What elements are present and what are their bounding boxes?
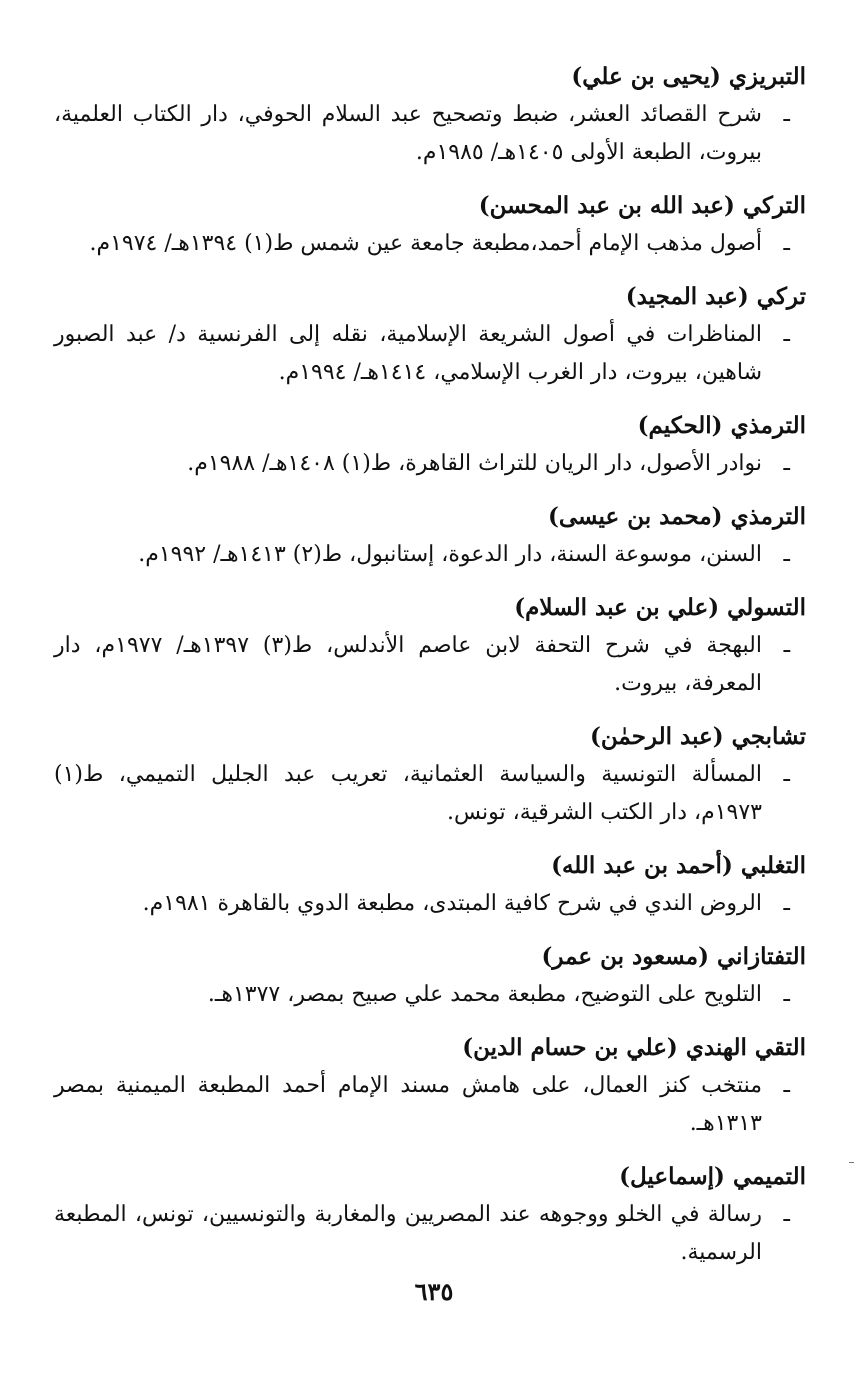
margin-mark [849,1162,854,1163]
list-dash: ـ [783,231,790,256]
work-text: نوادر الأصول، دار الريان للتراث القاهرة، ط(١) ١٤٠٨هـ/ ١٩٨٨م. [187,451,762,476]
bibliography-entry [54,498,806,574]
work-citation [54,96,806,172]
work-text: البهجة في شرح التحفة لابن عاصم الأندلس، ط(٣) ١٣٩٧هـ/ ١٩٧٧م، دار المعرفة، بيروت. [54,633,763,696]
work-citation [54,976,806,1014]
work-text: رسالة في الخلو ووجوهه عند المصريين والمغاربة والتونسيين، تونس، المطبعة الرسمية. [54,1202,762,1265]
work-text: الروض الندي في شرح كافية المبتدى، مطبعة الدوي بالقاهرة ١٩٨١م. [142,891,762,916]
bibliography-entry [54,278,806,392]
work-citation [54,627,806,703]
bibliography-entry [54,1158,806,1272]
bibliography-entry [54,1029,806,1143]
bibliography-entry [54,58,806,172]
work-citation [54,1067,806,1143]
author-heading: الترمذي (محمد بن عيسى) [547,503,806,530]
work-citation [54,316,806,392]
author-heading: التقي الهندي (علي بن حسام الدين) [462,1034,806,1061]
work-text: منتخب كنز العمال، على هامش مسند الإمام أحمد المطبعة الميمنية بمصر ١٣١٣هـ. [54,1073,762,1136]
work-text: المناظرات في أصول الشريعة الإسلامية، نقله إلى الفرنسية د/ عبد الصبور شاهين، بيروت، دار الغرب الإسلامي، ١٤١٤هـ/ ١٩٩٤م. [54,322,762,385]
bibliography-entry [54,938,806,1014]
work-citation [54,756,806,832]
bibliography-entry [54,589,806,703]
work-text: التلويح على التوضيح، مطبعة محمد علي صبيح بمصر، ١٣٧٧هـ. [207,982,762,1007]
work-citation [54,536,806,574]
page-number: ٦٣٥ [414,1277,454,1306]
author-heading: التغلبي (أحمد بن عبد الله) [551,852,806,879]
list-dash: ـ [783,322,790,347]
work-citation [54,225,806,263]
bibliography-list [54,58,806,1287]
work-text: السنن، موسوعة السنة، دار الدعوة، إستانبول، ط(٢) ١٤١٣هـ/ ١٩٩٢م. [138,542,762,567]
work-citation [54,885,806,923]
list-dash: ـ [783,891,790,916]
work-text: شرح القصائد العشر، ضبط وتصحيح عبد السلام الحوفي، دار الكتاب العلمية، بيروت، الطبعة الأولى ١٤٠٥هـ/ ١٩٨٥م. [54,102,762,165]
list-dash: ـ [783,1202,790,1227]
list-dash: ـ [783,633,791,658]
work-citation [54,445,806,483]
list-dash: ـ [783,451,790,476]
author-heading: التسولي (علي بن عبد السلام) [514,594,806,621]
work-text: أصول مذهب الإمام أحمد،مطبعة جامعة عين شمس ط(١) ١٣٩٤هـ/ ١٩٧٤م. [89,231,762,256]
author-heading: الترمذي (الحكيم) [637,412,806,439]
bibliography-entry [54,718,806,832]
bibliography-entry [54,847,806,923]
author-heading: التبريزي (يحيى بن علي) [571,63,806,90]
author-heading: التفتازاني (مسعود بن عمر) [541,943,806,970]
author-heading: التميمي (إسماعيل) [619,1163,806,1190]
list-dash: ـ [783,982,790,1007]
list-dash: ـ [783,542,790,567]
bibliography-entry [54,407,806,483]
author-heading: تركي (عبد المجيد) [625,283,806,310]
work-citation [54,1196,806,1272]
list-dash: ـ [783,762,790,787]
work-text: المسألة التونسية والسياسة العثمانية، تعريب عبد الجليل التميمي، ط(١) ١٩٧٣م، دار الكتب الشرقية، تونس. [54,762,762,825]
bibliography-entry [54,187,806,263]
list-dash: ـ [783,1073,790,1098]
author-heading: تشابجي (عبد الرحمٰن) [590,723,806,750]
list-dash: ـ [783,102,790,127]
author-heading: التركي (عبد الله بن عبد المحسن) [478,192,806,219]
